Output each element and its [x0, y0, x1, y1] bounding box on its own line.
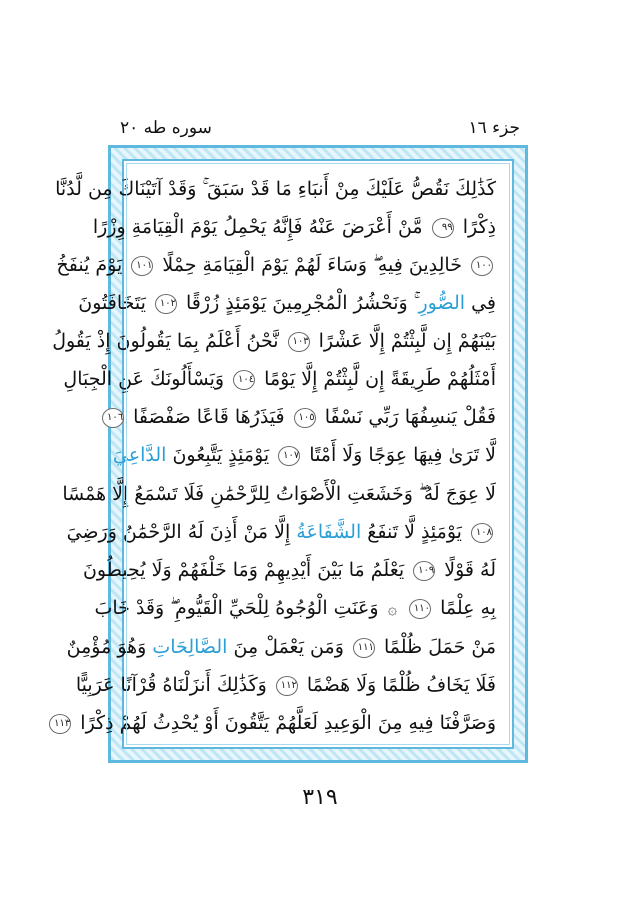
ayah-marker: ١١١	[353, 638, 375, 658]
verse-text: لَهُ قَوْلًا	[444, 558, 496, 581]
ayah-marker: ١١٠	[409, 599, 431, 619]
page-header	[0, 118, 640, 144]
verse-text: مَّنْ أَعْرَضَ عَنْهُ فَإِنَّهُ يَحْمِلُ يَوْمَ الْقِيَامَةِ وِزْرًا	[92, 216, 423, 239]
text-line-1	[55, 175, 496, 203]
text-line-15	[54, 709, 496, 737]
text-line-3	[56, 251, 496, 279]
text-line-5	[52, 327, 496, 355]
ayah-marker: ١٠٦	[102, 408, 124, 428]
verse-text: وَيَسْأَلُونَكَ عَنِ الْجِبَالِ	[63, 368, 225, 391]
verse-text: أَمْثَلُهُمْ طَرِيقَةً إِن لَّبِثْتُمْ إِلَّا يَوْمًا	[264, 368, 496, 391]
ayah-marker: ١٠٥	[294, 408, 316, 428]
juz-label: جزء ١٦	[468, 118, 520, 138]
text-line-7	[106, 403, 496, 431]
sajda-icon: ۞	[387, 598, 397, 618]
ayah-marker: ١١٣	[49, 714, 71, 734]
verse-text: يَوْمَ يُنفَخُ	[56, 254, 123, 277]
ayah-marker: ١١٢	[276, 676, 298, 696]
text-line-8	[112, 441, 496, 469]
ayah-marker: ١٠٢	[155, 294, 177, 314]
verse-text: يَوْمَئِذٍ يَتَّبِعُونَ	[172, 444, 270, 467]
ayah-marker: ١٠٧	[278, 446, 300, 466]
verse-text: يَتَخَافَتُونَ	[78, 292, 146, 315]
verse-text: خَالِدِينَ فِيهِ ۖ وَسَاءَ لَهُمْ يَوْمَ الْقِيَامَةِ حِمْلًا	[162, 254, 462, 277]
surah-label: سوره طه ٢٠	[120, 118, 212, 138]
ornamental-border	[52, 145, 528, 763]
verse-text: يَعْلَمُ مَا بَيْنَ أَيْدِيهِمْ وَمَا خَلْفَهُمْ وَلَا يُحِيطُونَ	[82, 558, 405, 581]
verse-text: لَّا تَرَىٰ فِيهَا عِوَجًا وَلَا أَمْتًا	[309, 444, 496, 467]
text-line-11	[82, 556, 496, 584]
text-line-9	[62, 480, 496, 508]
verse-text: فِي	[471, 292, 496, 315]
verse-text: نَّحْنُ أَعْلَمُ بِمَا يَقُولُونَ إِذْ يَقُولُ	[52, 330, 279, 353]
verse-text: بَيْنَهُمْ إِن لَّبِثْتُمْ إِلَّا عَشْرًا	[318, 330, 496, 353]
text-line-2	[92, 213, 496, 241]
verse-text: ذِكْرًا	[462, 216, 496, 239]
ayah-marker: ١٠٠	[471, 256, 493, 276]
text-line-12	[94, 594, 496, 623]
text-line-6	[63, 365, 496, 393]
highlighted-word: الشَّفَاعَةُ	[296, 520, 362, 543]
ayah-marker: ١٠١	[131, 256, 153, 276]
verse-text: إِلَّا مَنْ أَذِنَ لَهُ الرَّحْمَٰنُ وَرَضِيَ	[66, 520, 291, 543]
text-line-14	[75, 671, 496, 699]
text-line-13	[66, 633, 496, 661]
verse-text: فَقُلْ يَنسِفُهَا رَبِّي نَسْفًا	[324, 406, 496, 429]
ayah-marker: ١٠٨	[471, 523, 493, 543]
verse-text: يَوْمَئِذٍ لَّا تَنفَعُ	[367, 520, 462, 543]
verse-text: وَعَنَتِ الْوُجُوهُ لِلْحَيِّ الْقَيُّومِ ۖ وَقَدْ خَابَ	[94, 596, 379, 619]
verse-text: مَنْ حَمَلَ ظُلْمًا	[383, 635, 496, 658]
verse-text: بِهِ عِلْمًا	[440, 596, 496, 619]
verse-text: ۚ وَنَحْشُرُ الْمُجْرِمِينَ يَوْمَئِذٍ زُرْقًا	[186, 292, 414, 315]
verse-text: فَيَذَرُهَا قَاعًا صَفْصَفًا	[133, 406, 285, 429]
ayah-marker: ٩٩	[432, 218, 454, 238]
highlighted-word: الدَّاعِيَ	[112, 444, 167, 467]
ayah-marker: ١٠٤	[233, 370, 255, 390]
verse-text: وَهُوَ مُؤْمِنٌ	[66, 635, 147, 658]
highlighted-word: الصَّالِحَاتِ	[152, 635, 228, 658]
text-line-10	[66, 518, 496, 546]
verse-text: وَكَذَٰلِكَ أَنزَلْنَاهُ قُرْآنًا عَرَبِيًّا	[75, 673, 267, 696]
ayah-marker: ١٠٩	[413, 561, 435, 581]
page-number: ٣١٩	[302, 785, 338, 810]
text-panel	[52, 159, 514, 749]
verse-text: وَمَن يَعْمَلْ مِنَ	[233, 635, 344, 658]
verse-text: وَصَرَّفْنَا فِيهِ مِنَ الْوَعِيدِ لَعَلَّهُمْ يَتَّقُونَ أَوْ يُحْدِثُ لَهُمْ ذِكْرًا	[80, 711, 496, 734]
highlighted-word: الصُّورِ	[418, 292, 466, 315]
ayah-marker: ١٠٣	[288, 332, 310, 352]
verse-text: فَلَا يَخَافُ ظُلْمًا وَلَا هَضْمًا	[306, 673, 496, 696]
text-line-4	[78, 289, 496, 317]
verse-text: لَا عِوَجَ لَهُ ۖ وَخَشَعَتِ الْأَصْوَاتُ لِلرَّحْمَٰنِ فَلَا تَسْمَعُ إِلَّا هَمْسًا	[62, 482, 496, 505]
verse-text: كَذَٰلِكَ نَقُصُّ عَلَيْكَ مِنْ أَنبَاءِ مَا قَدْ سَبَقَ ۚ وَقَدْ آتَيْنَاكَ مِن لَّدُنَّا	[55, 178, 496, 200]
